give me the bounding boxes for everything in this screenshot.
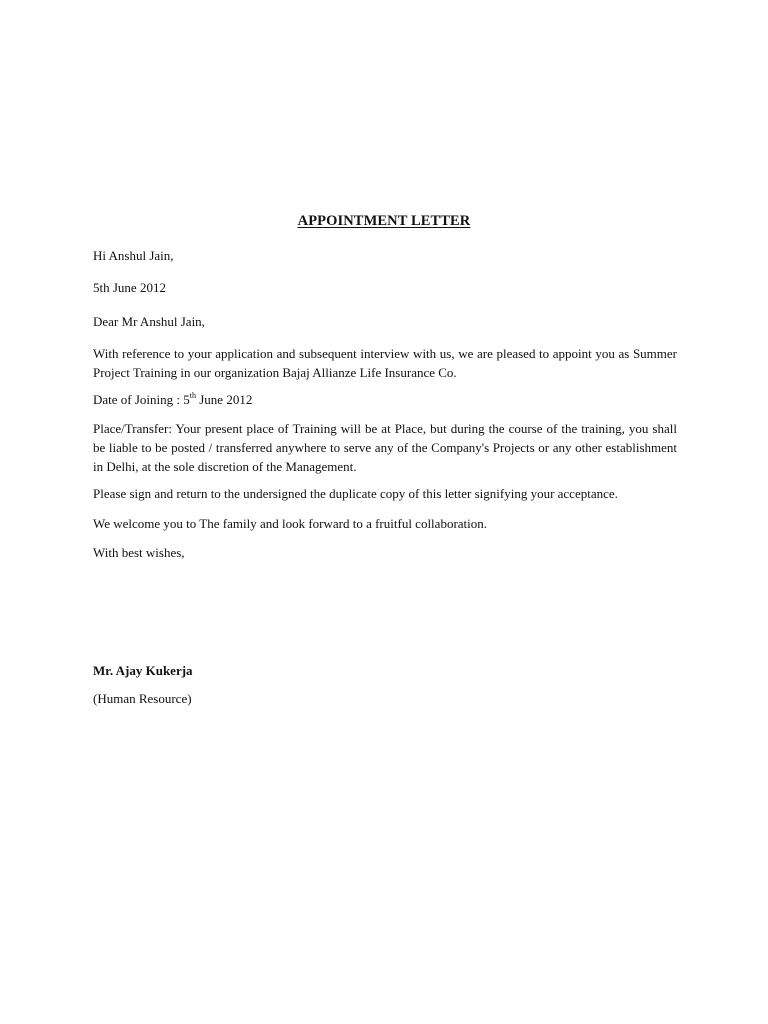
- salutation: Dear Mr Anshul Jain,: [93, 314, 205, 329]
- greeting: Hi Anshul Jain,: [93, 248, 174, 263]
- letter-date: 5th June 2012: [93, 280, 166, 295]
- letter-title: APPOINTMENT LETTER: [297, 213, 471, 229]
- signer-name: Mr. Ajay Kukerja: [93, 663, 193, 678]
- joining-date-line: [93, 390, 677, 409]
- signer-role: (Human Resource): [93, 691, 192, 706]
- closing-line: With best wishes,: [93, 545, 185, 560]
- joining-date-rest: June 2012: [196, 392, 253, 407]
- place-transfer-paragraph: Place/Transfer: Your present place of Training will be at Place, but during the course of the training, you shall be liable to be posted / transferred anywhere to serve any of the Company's Projects or any other establishment in Delhi, at the sole discretion of the Management.: [93, 421, 677, 474]
- intro-paragraph: With reference to your application and subsequent interview with us, we are pleased to appoint you as Summer Project Training in our organization Bajaj Allianze Life Insurance Co.: [93, 346, 677, 380]
- joining-date-suffix: th: [189, 390, 196, 400]
- joining-date-label: Date of Joining : 5: [93, 392, 190, 407]
- welcome-paragraph: We welcome you to The family and look forward to a fruitful collaboration.: [93, 516, 488, 531]
- sign-return-paragraph: Please sign and return to the undersigned the duplicate copy of this letter signifying your acceptance.: [93, 486, 618, 501]
